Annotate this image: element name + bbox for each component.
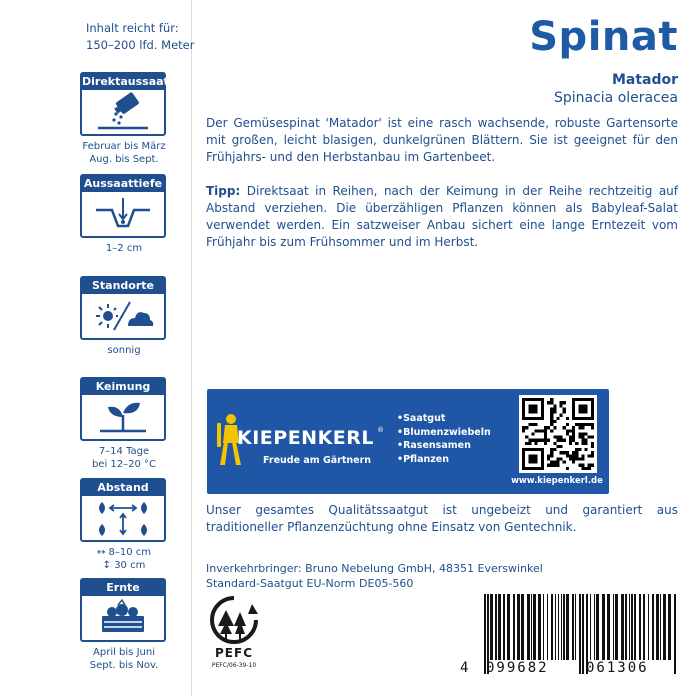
- card-sowing-depth: [80, 174, 166, 238]
- barcode-digit-lead: 4: [460, 660, 469, 676]
- bullet-item: • Saatgut: [397, 412, 491, 426]
- seedling-icon: [88, 395, 158, 439]
- qr-code-icon[interactable]: [519, 395, 597, 473]
- tip-text: Direktsaat in Reihen, nach der Keimung in der Reihe rechtzeitig auf Abstand verziehen. Die überzähligen Pflanzen können als Babyleaf-Salat verwendet werden. Ein satzweiser Anbau sichert eine lange Erntezeit vom Frühjahr bis zum Frühsommer und im Herbst.: [206, 184, 678, 249]
- caption-sowing-depth: 1–2 cm: [105, 243, 143, 254]
- spacing-icon: [88, 496, 158, 540]
- card-title: Standorte: [82, 278, 164, 294]
- card-title: Aussaattiefe: [83, 177, 163, 190]
- pefc-label: PEFC: [215, 646, 253, 660]
- bullet-item: • Rasensamen: [397, 439, 491, 453]
- card-title: Ernte: [82, 580, 164, 596]
- quality-note: Unser gesamtes Qualitätssaatgut ist ungebeizt und garantiert aus traditioneller Pflanzenzüchtung ohne Einsatz von Gentechnik.: [206, 503, 678, 534]
- card-direct-sowing: [80, 72, 169, 136]
- coverage-label: Inhalt reicht für:: [86, 21, 179, 35]
- sowing-depth-icon: [88, 192, 158, 236]
- sun-cloud-icon: [88, 294, 158, 338]
- caption-location: sonnig: [107, 345, 141, 356]
- brand-name: KIEPENKERL: [237, 427, 375, 449]
- caption-germination: 7–14 Tage bei 12–20 °C: [91, 446, 157, 470]
- card-location: [80, 276, 166, 340]
- tip-label: Tipp:: [206, 184, 241, 198]
- column-divider: [191, 0, 192, 696]
- card-harvest: [80, 578, 166, 642]
- coverage-info: [86, 20, 194, 54]
- card-germination: [80, 377, 166, 441]
- pefc-trees-icon: [208, 596, 260, 646]
- product-latin-name: Spinacia oleracea: [553, 90, 678, 106]
- harvest-crate-icon: [88, 596, 158, 640]
- bullet-item: • Pflanzen: [397, 453, 491, 467]
- website-link[interactable]: www.kiepenkerl.de: [511, 476, 603, 486]
- card-title: Abstand: [82, 480, 164, 496]
- barcode-digits-left: 099682: [486, 660, 549, 676]
- product-title: Spinat: [529, 14, 678, 60]
- barcode-digits-right: 061306: [586, 660, 649, 676]
- caption-direct-sowing: Februar bis März Aug. bis Sept.: [82, 141, 166, 165]
- standard-line: Standard-Saatgut EU-Norm DE05-560: [206, 577, 414, 590]
- product-description: Der Gemüsespinat 'Matador' ist eine rasch wachsende, robuste Gartensorte mit großen, leicht blasigen, dunkelgrünen Blättern. Sie ist geeignet für den Frühjahrs- und den Herbstanbau im Gartenbeet.: [206, 116, 678, 164]
- pefc-code: PEFC/06-39-10: [211, 662, 257, 669]
- brand-bullet-list: [397, 412, 491, 466]
- distributor-info: [206, 561, 678, 591]
- caption-spacing: ↔ 8–10 cm ↕ 30 cm: [96, 547, 152, 571]
- coverage-value: 150–200 lfd. Meter: [86, 38, 195, 52]
- registered-mark: ®: [377, 426, 384, 434]
- tip-paragraph: [206, 183, 678, 251]
- sowing-icon: [88, 90, 158, 134]
- bullet-item: • Blumenzwiebeln: [397, 426, 491, 440]
- caption-harvest: April bis Juni Sept. bis Nov.: [89, 647, 159, 671]
- brand-slogan: Freude am Gärtnern: [263, 455, 372, 466]
- product-variety: Matador: [611, 72, 678, 88]
- card-spacing: [80, 478, 166, 542]
- card-title: Keimung: [82, 379, 164, 395]
- brand-banner: [207, 389, 609, 494]
- distributor-line: Inverkehrbringer: Bruno Nebelung GmbH, 48351 Everswinkel: [206, 562, 543, 575]
- card-title: Direktaussaat: [82, 75, 169, 88]
